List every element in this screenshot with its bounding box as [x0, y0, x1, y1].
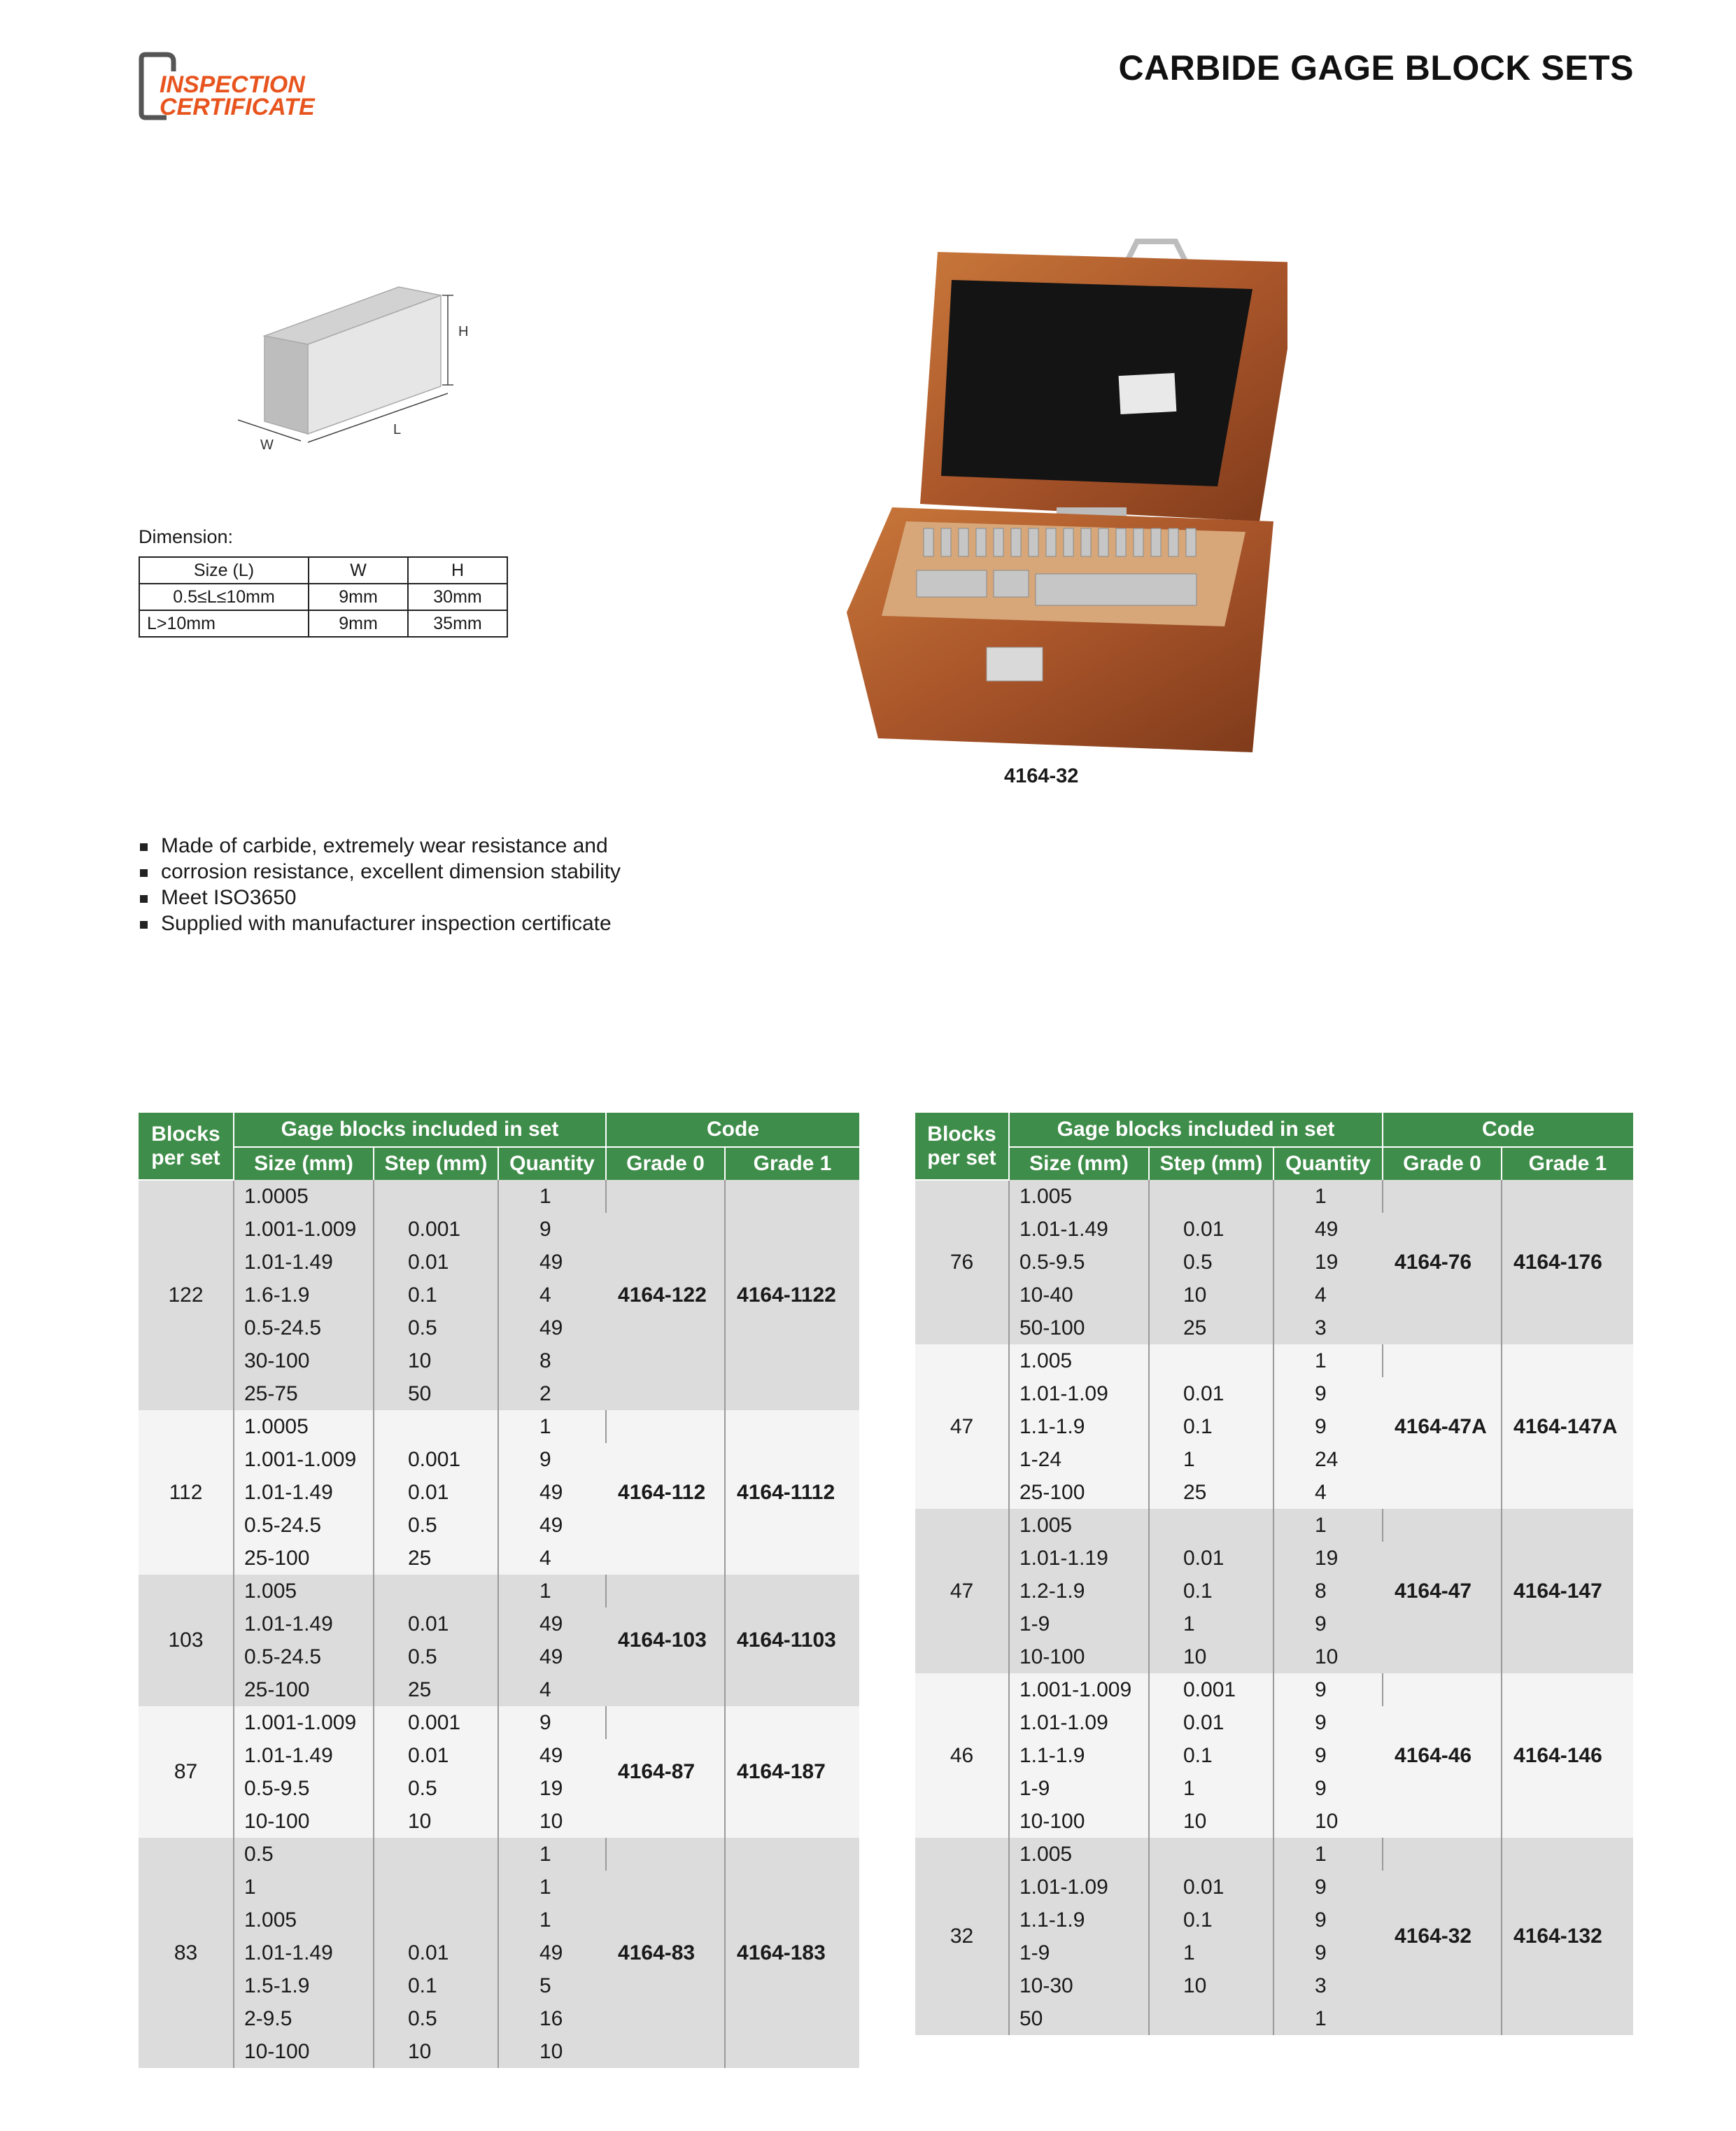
size-cell: 50-100 [1009, 1311, 1149, 1344]
step-cell: 0.5 [374, 1640, 498, 1673]
size-cell: 1.01-1.09 [1009, 1706, 1149, 1739]
quantity-cell: 4 [498, 1542, 606, 1575]
step-cell: 0.01 [374, 1246, 498, 1279]
step-cell: 0.01 [1149, 1213, 1273, 1246]
step-cell: 0.001 [1149, 1673, 1273, 1706]
quantity-cell: 9 [498, 1213, 606, 1246]
quantity-cell: 19 [1273, 1542, 1383, 1575]
header-grade0: Grade 0 [606, 1147, 725, 1180]
step-cell: 1 [1149, 1443, 1273, 1476]
size-cell: 2-9.5 [234, 2002, 374, 2035]
quantity-cell: 2 [498, 1377, 606, 1410]
size-cell: 0.5-9.5 [234, 1772, 374, 1805]
size-cell: 1.001-1.009 [234, 1213, 374, 1246]
quantity-cell: 49 [498, 1246, 606, 1279]
logo-line1: INSPECTION [160, 71, 305, 98]
step-cell: 0.01 [374, 1608, 498, 1640]
header-blocks-per-set: Blocks per set [915, 1113, 1009, 1180]
step-cell [1149, 1344, 1273, 1377]
size-cell: 1.005 [1009, 1509, 1149, 1542]
quantity-cell: 8 [498, 1344, 606, 1377]
quantity-cell: 9 [498, 1443, 606, 1476]
quantity-cell: 19 [498, 1772, 606, 1805]
quantity-cell: 1 [498, 1575, 606, 1608]
blocks-per-set-cell: 46 [915, 1673, 1009, 1838]
table-row [139, 1410, 859, 1443]
grade1-code-cell: 4164-183 [725, 1838, 859, 2068]
blocks-per-set-cell: 76 [915, 1180, 1009, 1344]
quantity-cell: 4 [498, 1279, 606, 1311]
blocks-per-set-cell: 87 [139, 1706, 234, 1838]
step-cell [374, 1838, 498, 1871]
quantity-cell: 4 [1273, 1279, 1383, 1311]
blocks-per-set-cell: 32 [915, 1838, 1009, 2035]
quantity-cell: 4 [1273, 1476, 1383, 1509]
page-title: CARBIDE GAGE BLOCK SETS [1118, 48, 1634, 87]
gage-block-diagram [210, 273, 504, 462]
feature-item: Supplied with manufacturer inspection certificate [139, 910, 768, 936]
size-cell: 25-75 [234, 1377, 374, 1410]
quantity-cell: 1 [498, 1180, 606, 1213]
grade1-code-cell: 4164-146 [1502, 1673, 1633, 1838]
size-cell: 25-100 [234, 1542, 374, 1575]
size-cell: 1.0005 [234, 1180, 374, 1213]
step-cell [374, 1410, 498, 1443]
size-cell: 1.1-1.9 [1009, 1410, 1149, 1443]
grade0-code-cell: 4164-46 [1383, 1673, 1502, 1838]
table-row [915, 1344, 1633, 1377]
dimension-caption: Dimension: [139, 526, 234, 547]
size-cell: 1.1-1.9 [1009, 1904, 1149, 1936]
quantity-cell: 1 [1273, 2002, 1383, 2035]
size-cell: 1.2-1.9 [1009, 1575, 1149, 1608]
size-cell: 1-9 [1009, 1936, 1149, 1969]
quantity-cell: 16 [498, 2002, 606, 2035]
step-cell: 10 [1149, 1969, 1273, 2002]
table-row [915, 1673, 1633, 1706]
size-cell: 25-100 [234, 1673, 374, 1706]
quantity-cell: 1 [1273, 1838, 1383, 1871]
size-cell: 10-100 [234, 1805, 374, 1838]
quantity-cell: 9 [1273, 1673, 1383, 1706]
grade1-code-cell: 4164-1122 [725, 1180, 859, 1410]
quantity-cell: 9 [1273, 1608, 1383, 1640]
header-grade0: Grade 0 [1383, 1147, 1502, 1180]
header-included: Gage blocks included in set [1009, 1113, 1383, 1147]
header-code: Code [606, 1113, 859, 1147]
dimension-table [139, 556, 508, 638]
set-group [915, 1673, 1633, 1838]
grade1-code-cell: 4164-147 [1502, 1509, 1633, 1673]
step-cell: 0.01 [374, 1936, 498, 1969]
step-cell: 0.1 [374, 1969, 498, 2002]
grade0-code-cell: 4164-87 [606, 1706, 725, 1838]
step-cell: 50 [374, 1377, 498, 1410]
set-group [139, 1706, 859, 1838]
step-cell: 10 [374, 1344, 498, 1377]
step-cell: 0.1 [1149, 1575, 1273, 1608]
blocks-per-set-cell: 122 [139, 1180, 234, 1410]
size-cell: 10-100 [234, 2035, 374, 2068]
size-cell: 1.001-1.009 [234, 1706, 374, 1739]
quantity-cell: 9 [498, 1706, 606, 1739]
size-cell: 1.01-1.19 [1009, 1542, 1149, 1575]
quantity-cell: 49 [498, 1739, 606, 1772]
quantity-cell: 9 [1273, 1772, 1383, 1805]
feature-item: Meet ISO3650 [139, 885, 768, 910]
size-cell: 1.01-1.49 [234, 1246, 374, 1279]
size-cell: 1-9 [1009, 1608, 1149, 1640]
header-grade1: Grade 1 [725, 1147, 859, 1180]
table-row [139, 1180, 859, 1213]
quantity-cell: 49 [498, 1509, 606, 1542]
quantity-cell: 9 [1273, 1410, 1383, 1443]
spec-table-right [915, 1113, 1633, 2035]
header-size: Size (mm) [234, 1147, 374, 1180]
feature-list [139, 833, 768, 936]
step-cell [374, 1871, 498, 1904]
step-cell: 0.01 [1149, 1542, 1273, 1575]
set-group [915, 1180, 1633, 1344]
size-cell: 0.5-24.5 [234, 1640, 374, 1673]
dim-header-size: Size (L) [139, 557, 309, 584]
quantity-cell: 1 [1273, 1509, 1383, 1542]
size-cell: 1.005 [234, 1904, 374, 1936]
step-cell: 0.01 [1149, 1377, 1273, 1410]
grade0-code-cell: 4164-47 [1383, 1509, 1502, 1673]
size-cell: 1.01-1.49 [1009, 1213, 1149, 1246]
quantity-cell: 4 [498, 1673, 606, 1706]
step-cell: 0.5 [374, 1772, 498, 1805]
step-cell: 10 [1149, 1279, 1273, 1311]
set-group [915, 1344, 1633, 1509]
feature-item-continued: corrosion resistance, excellent dimension stability [139, 859, 768, 885]
logo-line2: CERTIFICATE [160, 94, 315, 120]
step-cell: 0.5 [374, 2002, 498, 2035]
size-cell: 1.001-1.009 [234, 1443, 374, 1476]
step-cell: 0.01 [1149, 1706, 1273, 1739]
size-cell: 1.5-1.9 [234, 1969, 374, 2002]
grade0-code-cell: 4164-112 [606, 1410, 725, 1575]
quantity-cell: 9 [1273, 1706, 1383, 1739]
quantity-cell: 1 [1273, 1180, 1383, 1213]
quantity-cell: 1 [1273, 1344, 1383, 1377]
blocks-per-set-cell: 103 [139, 1575, 234, 1706]
header-step: Step (mm) [374, 1147, 498, 1180]
quantity-cell: 49 [498, 1476, 606, 1509]
quantity-cell: 1 [498, 1838, 606, 1871]
set-group [139, 1575, 859, 1706]
quantity-cell: 5 [498, 1969, 606, 2002]
header-blocks-per-set: Blocks per set [139, 1113, 234, 1180]
quantity-cell: 1 [498, 1410, 606, 1443]
header-step: Step (mm) [1149, 1147, 1273, 1180]
step-cell [1149, 1509, 1273, 1542]
inspection-certificate-logo [139, 50, 348, 127]
label-l: L [393, 422, 402, 437]
step-cell: 10 [1149, 1640, 1273, 1673]
size-cell: 0.5-24.5 [234, 1311, 374, 1344]
size-cell: 1.01-1.09 [1009, 1377, 1149, 1410]
label-h: H [458, 324, 469, 339]
blocks-per-set-cell: 112 [139, 1410, 234, 1575]
quantity-cell: 49 [498, 1936, 606, 1969]
step-cell: 25 [374, 1542, 498, 1575]
quantity-cell: 24 [1273, 1443, 1383, 1476]
size-cell: 1.01-1.49 [234, 1936, 374, 1969]
blocks-per-set-cell: 83 [139, 1838, 234, 2068]
set-group [139, 1410, 859, 1575]
header-quantity: Quantity [498, 1147, 606, 1180]
step-cell [1149, 1180, 1273, 1213]
step-cell: 0.1 [1149, 1410, 1273, 1443]
dim-cell: 30mm [408, 584, 507, 610]
set-group [915, 1838, 1633, 2035]
dim-cell: 35mm [408, 610, 507, 637]
grade1-code-cell: 4164-147A [1502, 1344, 1633, 1509]
quantity-cell: 49 [498, 1608, 606, 1640]
quantity-cell: 49 [498, 1640, 606, 1673]
dim-cell: L>10mm [139, 610, 309, 637]
step-cell: 10 [1149, 1805, 1273, 1838]
quantity-cell: 9 [1273, 1871, 1383, 1904]
quantity-cell: 49 [498, 1311, 606, 1344]
size-cell: 0.5-24.5 [234, 1509, 374, 1542]
table-row [915, 1838, 1633, 1871]
blocks-per-set-cell: 47 [915, 1509, 1009, 1673]
step-cell: 0.001 [374, 1706, 498, 1739]
quantity-cell: 49 [1273, 1213, 1383, 1246]
table-row [139, 1706, 859, 1739]
grade0-code-cell: 4164-122 [606, 1180, 725, 1410]
size-cell: 1 [234, 1871, 374, 1904]
header-code: Code [1383, 1113, 1633, 1147]
step-cell: 25 [374, 1673, 498, 1706]
step-cell: 10 [374, 1805, 498, 1838]
product-photo-wooden-case [826, 234, 1287, 759]
size-cell: 1-9 [1009, 1772, 1149, 1805]
quantity-cell: 10 [1273, 1640, 1383, 1673]
dim-cell: 9mm [309, 610, 408, 637]
step-cell [374, 1180, 498, 1213]
quantity-cell: 3 [1273, 1311, 1383, 1344]
size-cell: 1.005 [1009, 1344, 1149, 1377]
size-cell: 10-30 [1009, 1969, 1149, 2002]
quantity-cell: 8 [1273, 1575, 1383, 1608]
dim-header-h: H [408, 557, 507, 584]
quantity-cell: 10 [498, 2035, 606, 2068]
quantity-cell: 9 [1273, 1936, 1383, 1969]
quantity-cell: 9 [1273, 1377, 1383, 1410]
step-cell: 0.5 [374, 1509, 498, 1542]
set-group [139, 1180, 859, 1410]
size-cell: 10-100 [1009, 1805, 1149, 1838]
set-group [915, 1509, 1633, 1673]
grade0-code-cell: 4164-76 [1383, 1180, 1502, 1344]
step-cell [1149, 1838, 1273, 1871]
size-cell: 1.01-1.09 [1009, 1871, 1149, 1904]
step-cell: 1 [1149, 1936, 1273, 1969]
size-cell: 25-100 [1009, 1476, 1149, 1509]
header-grade1: Grade 1 [1502, 1147, 1633, 1180]
blocks-per-set-cell: 47 [915, 1344, 1009, 1509]
step-cell [374, 1904, 498, 1936]
step-cell [1149, 2002, 1273, 2035]
step-cell: 0.1 [1149, 1904, 1273, 1936]
quantity-cell: 1 [498, 1904, 606, 1936]
set-group [139, 1838, 859, 2068]
quantity-cell: 3 [1273, 1969, 1383, 2002]
size-cell: 1.01-1.49 [234, 1608, 374, 1640]
step-cell: 25 [1149, 1476, 1273, 1509]
size-cell: 1-24 [1009, 1443, 1149, 1476]
grade0-code-cell: 4164-103 [606, 1575, 725, 1706]
step-cell: 0.5 [374, 1311, 498, 1344]
size-cell: 50 [1009, 2002, 1149, 2035]
dim-cell: 0.5≤L≤10mm [139, 584, 309, 610]
size-cell: 10-40 [1009, 1279, 1149, 1311]
header-size: Size (mm) [1009, 1147, 1149, 1180]
size-cell: 0.5 [234, 1838, 374, 1871]
step-cell: 25 [1149, 1311, 1273, 1344]
size-cell: 1.005 [1009, 1180, 1149, 1213]
step-cell: 0.5 [1149, 1246, 1273, 1279]
quantity-cell: 9 [1273, 1739, 1383, 1772]
grade0-code-cell: 4164-83 [606, 1838, 725, 2068]
grade0-code-cell: 4164-32 [1383, 1838, 1502, 2035]
grade0-code-cell: 4164-47A [1383, 1344, 1502, 1509]
quantity-cell: 9 [1273, 1904, 1383, 1936]
grade1-code-cell: 4164-1103 [725, 1575, 859, 1706]
spec-table-left [139, 1113, 859, 2068]
size-cell: 1.01-1.49 [234, 1739, 374, 1772]
size-cell: 0.5-9.5 [1009, 1246, 1149, 1279]
step-cell: 0.1 [374, 1279, 498, 1311]
grade1-code-cell: 4164-176 [1502, 1180, 1633, 1344]
step-cell [374, 1575, 498, 1608]
header-quantity: Quantity [1273, 1147, 1383, 1180]
table-row [915, 1509, 1633, 1542]
header-included: Gage blocks included in set [234, 1113, 606, 1147]
size-cell: 1.005 [234, 1575, 374, 1608]
quantity-cell: 10 [498, 1805, 606, 1838]
step-cell: 1 [1149, 1772, 1273, 1805]
step-cell: 1 [1149, 1608, 1273, 1640]
size-cell: 10-100 [1009, 1640, 1149, 1673]
photo-caption: 4164-32 [1004, 765, 1079, 787]
size-cell: 30-100 [234, 1344, 374, 1377]
dim-cell: 9mm [309, 584, 408, 610]
table-row [915, 1180, 1633, 1213]
dim-header-w: W [309, 557, 408, 584]
step-cell: 0.01 [1149, 1871, 1273, 1904]
feature-item: Made of carbide, extremely wear resistance and [139, 833, 768, 859]
grade1-code-cell: 4164-132 [1502, 1838, 1633, 2035]
quantity-cell: 1 [498, 1871, 606, 1904]
step-cell: 0.01 [374, 1476, 498, 1509]
label-w: W [260, 437, 274, 453]
size-cell: 1.1-1.9 [1009, 1739, 1149, 1772]
grade1-code-cell: 4164-1112 [725, 1410, 859, 1575]
step-cell: 10 [374, 2035, 498, 2068]
quantity-cell: 10 [1273, 1805, 1383, 1838]
step-cell: 0.001 [374, 1213, 498, 1246]
step-cell: 0.01 [374, 1739, 498, 1772]
size-cell: 1.01-1.49 [234, 1476, 374, 1509]
step-cell: 0.001 [374, 1443, 498, 1476]
size-cell: 1.001-1.009 [1009, 1673, 1149, 1706]
size-cell: 1.6-1.9 [234, 1279, 374, 1311]
table-row [139, 1838, 859, 1871]
grade1-code-cell: 4164-187 [725, 1706, 859, 1838]
size-cell: 1.0005 [234, 1410, 374, 1443]
step-cell: 0.1 [1149, 1739, 1273, 1772]
table-row [139, 1575, 859, 1608]
quantity-cell: 19 [1273, 1246, 1383, 1279]
size-cell: 1.005 [1009, 1838, 1149, 1871]
